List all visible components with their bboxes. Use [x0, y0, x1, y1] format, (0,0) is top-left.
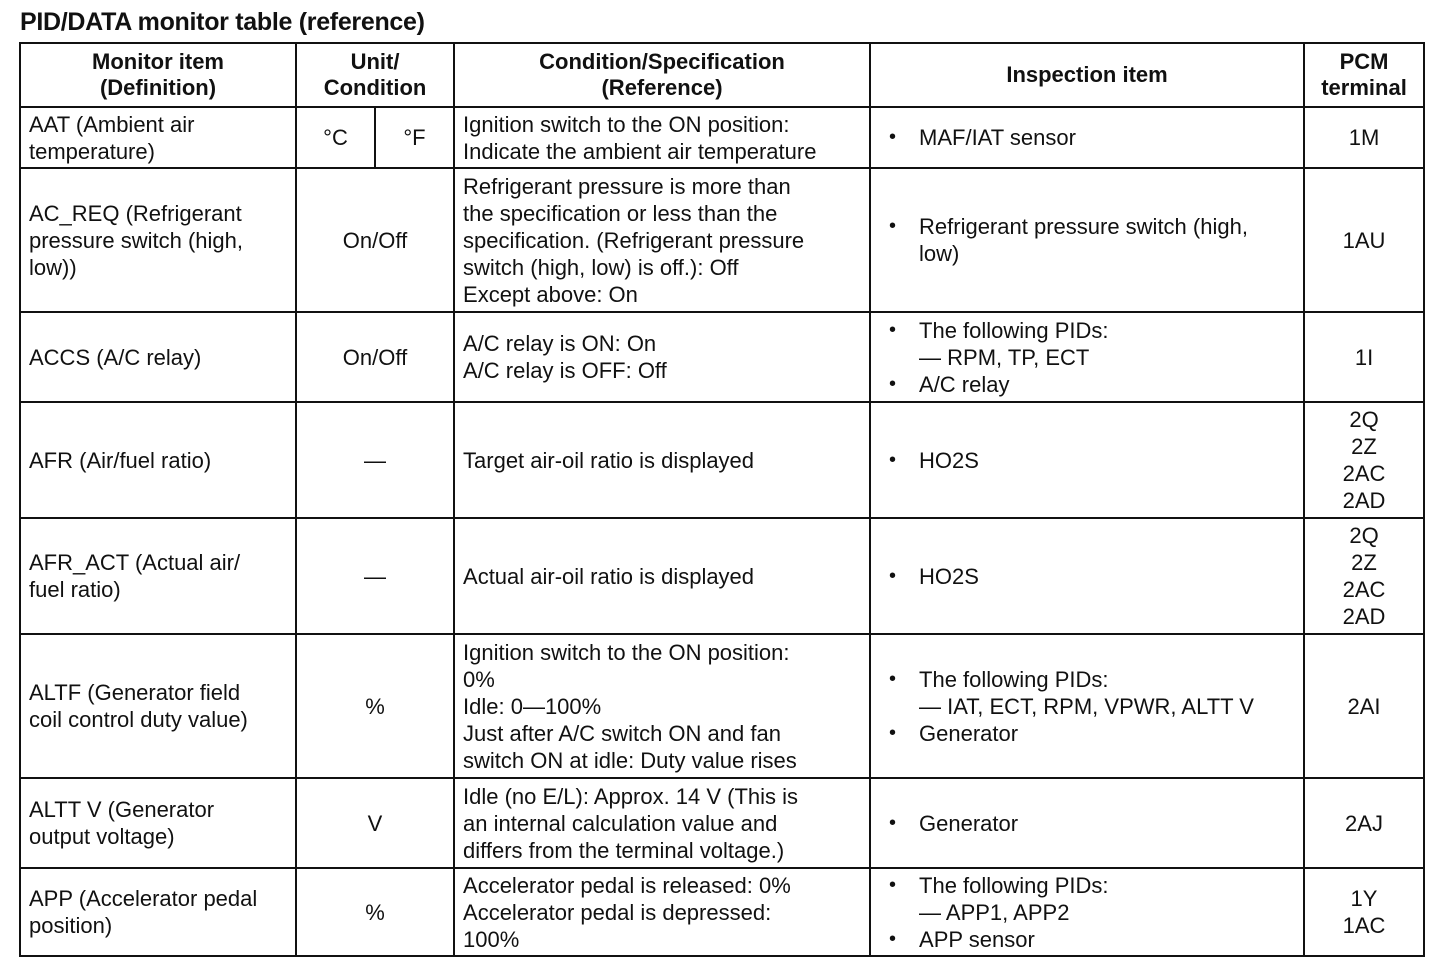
unit-celsius-cell: °C: [296, 107, 375, 168]
inspection-bullet: [879, 563, 1295, 590]
inspection-bullet: [879, 447, 1295, 474]
unit-condition-cell: V: [296, 778, 454, 868]
inspection-list: [879, 447, 1295, 474]
inspection-text: • HO2S: [919, 447, 979, 473]
inspection-bullet: [879, 926, 1295, 953]
pid-data-table: [19, 42, 1425, 957]
condition-cell: Ignition switch to the ON position: 0% Idle: 0—100% Just after A/C switch ON and fan switch ON at idle: Duty value rises: [454, 634, 870, 778]
unit-fahrenheit-cell: °F: [375, 107, 454, 168]
condition-cell: Accelerator pedal is released: 0% Accelerator pedal is depressed: 100%: [454, 868, 870, 956]
pcm-terminal-cell: 1I: [1304, 312, 1424, 402]
inspection-bullet: [879, 720, 1295, 747]
header-monitor-item: Monitor item (Definition): [20, 43, 296, 107]
monitor-item-cell: ALTF (Generator field coil control duty value): [20, 634, 296, 778]
inspection-list: [879, 563, 1295, 590]
condition-cell: Refrigerant pressure is more than the specification or less than the specification. (Refrigerant pressure switch (high, low) is off.): Off Except above: On: [454, 168, 870, 312]
inspection-cell: [870, 518, 1304, 634]
pcm-terminal-cell: 1AU: [1304, 168, 1424, 312]
unit-condition-cell: On/Off: [296, 168, 454, 312]
inspection-cell: [870, 107, 1304, 168]
header-row: [20, 43, 1424, 107]
pcm-terminal-cell: 2AI: [1304, 634, 1424, 778]
inspection-bullet: [879, 872, 1295, 926]
inspection-text: • Refrigerant pressure switch (high, low): [919, 214, 1248, 266]
table-row: [20, 168, 1424, 312]
monitor-item-cell: ALTT V (Generator output voltage): [20, 778, 296, 868]
page-title: PID/DATA monitor table (reference): [20, 8, 425, 36]
monitor-item-cell: ACCS (A/C relay): [20, 312, 296, 402]
header-condition-specification: Condition/Specification (Reference): [454, 43, 870, 107]
inspection-list: [879, 872, 1295, 953]
inspection-bullet: [879, 810, 1295, 837]
unit-condition-cell: On/Off: [296, 312, 454, 402]
condition-cell: A/C relay is ON: On A/C relay is OFF: Off: [454, 312, 870, 402]
table-row: [20, 778, 1424, 868]
monitor-item-cell: AAT (Ambient air temperature): [20, 107, 296, 168]
table-row: [20, 868, 1424, 956]
monitor-item-cell: AC_REQ (Refrigerant pressure switch (high, low)): [20, 168, 296, 312]
monitor-item-cell: APP (Accelerator pedal position): [20, 868, 296, 956]
pcm-terminal-cell: 2Q 2Z 2AC 2AD: [1304, 518, 1424, 634]
inspection-list: [879, 666, 1295, 747]
inspection-list: [879, 810, 1295, 837]
header-unit-condition: Unit/ Condition: [296, 43, 454, 107]
unit-condition-cell: %: [296, 634, 454, 778]
unit-condition-cell: —: [296, 518, 454, 634]
inspection-bullet: [879, 213, 1295, 267]
inspection-list: [879, 213, 1295, 267]
monitor-item-cell: AFR (Air/fuel ratio): [20, 402, 296, 518]
pcm-terminal-cell: 2AJ: [1304, 778, 1424, 868]
inspection-bullet: [879, 371, 1295, 398]
condition-cell: Actual air-oil ratio is displayed: [454, 518, 870, 634]
condition-cell: Target air-oil ratio is displayed: [454, 402, 870, 518]
table-row: [20, 107, 1424, 168]
table-row: [20, 634, 1424, 778]
inspection-text: • The following PIDs: — RPM, TP, ECT: [919, 317, 1109, 370]
monitor-item-cell: AFR_ACT (Actual air/ fuel ratio): [20, 518, 296, 634]
inspection-cell: [870, 778, 1304, 868]
inspection-text: • A/C relay: [919, 371, 1010, 397]
inspection-list: [879, 124, 1295, 151]
inspection-cell: [870, 868, 1304, 956]
inspection-list: [879, 317, 1295, 398]
condition-cell: Idle (no E/L): Approx. 14 V (This is an internal calculation value and differs from the terminal voltage.): [454, 778, 870, 868]
inspection-text: • Generator: [919, 720, 1019, 746]
inspection-cell: [870, 168, 1304, 312]
table-row: [20, 402, 1424, 518]
inspection-cell: [870, 312, 1304, 402]
inspection-text: • The following PIDs: — APP1, APP2: [919, 872, 1109, 925]
table-row: [20, 312, 1424, 402]
unit-condition-cell: —: [296, 402, 454, 518]
inspection-text: • MAF/IAT sensor: [919, 125, 1076, 150]
pcm-terminal-cell: 2Q 2Z 2AC 2AD: [1304, 402, 1424, 518]
inspection-bullet: [879, 124, 1295, 151]
inspection-bullet: [879, 317, 1295, 371]
inspection-text: • Generator: [919, 810, 1019, 836]
inspection-text: • APP sensor: [919, 926, 1035, 952]
condition-cell: Ignition switch to the ON position: Indicate the ambient air temperature: [454, 107, 870, 168]
inspection-bullet: [879, 666, 1295, 720]
inspection-text: • The following PIDs: — IAT, ECT, RPM, VPWR, ALTT V: [919, 666, 1254, 719]
pcm-terminal-cell: 1Y 1AC: [1304, 868, 1424, 956]
header-inspection-item: Inspection item: [870, 43, 1304, 107]
pcm-terminal-cell: 1M: [1304, 107, 1424, 168]
unit-condition-cell: %: [296, 868, 454, 956]
table-row: [20, 518, 1424, 634]
inspection-text: • HO2S: [919, 563, 979, 589]
inspection-cell: [870, 634, 1304, 778]
inspection-cell: [870, 402, 1304, 518]
header-pcm-terminal: PCM terminal: [1304, 43, 1424, 107]
